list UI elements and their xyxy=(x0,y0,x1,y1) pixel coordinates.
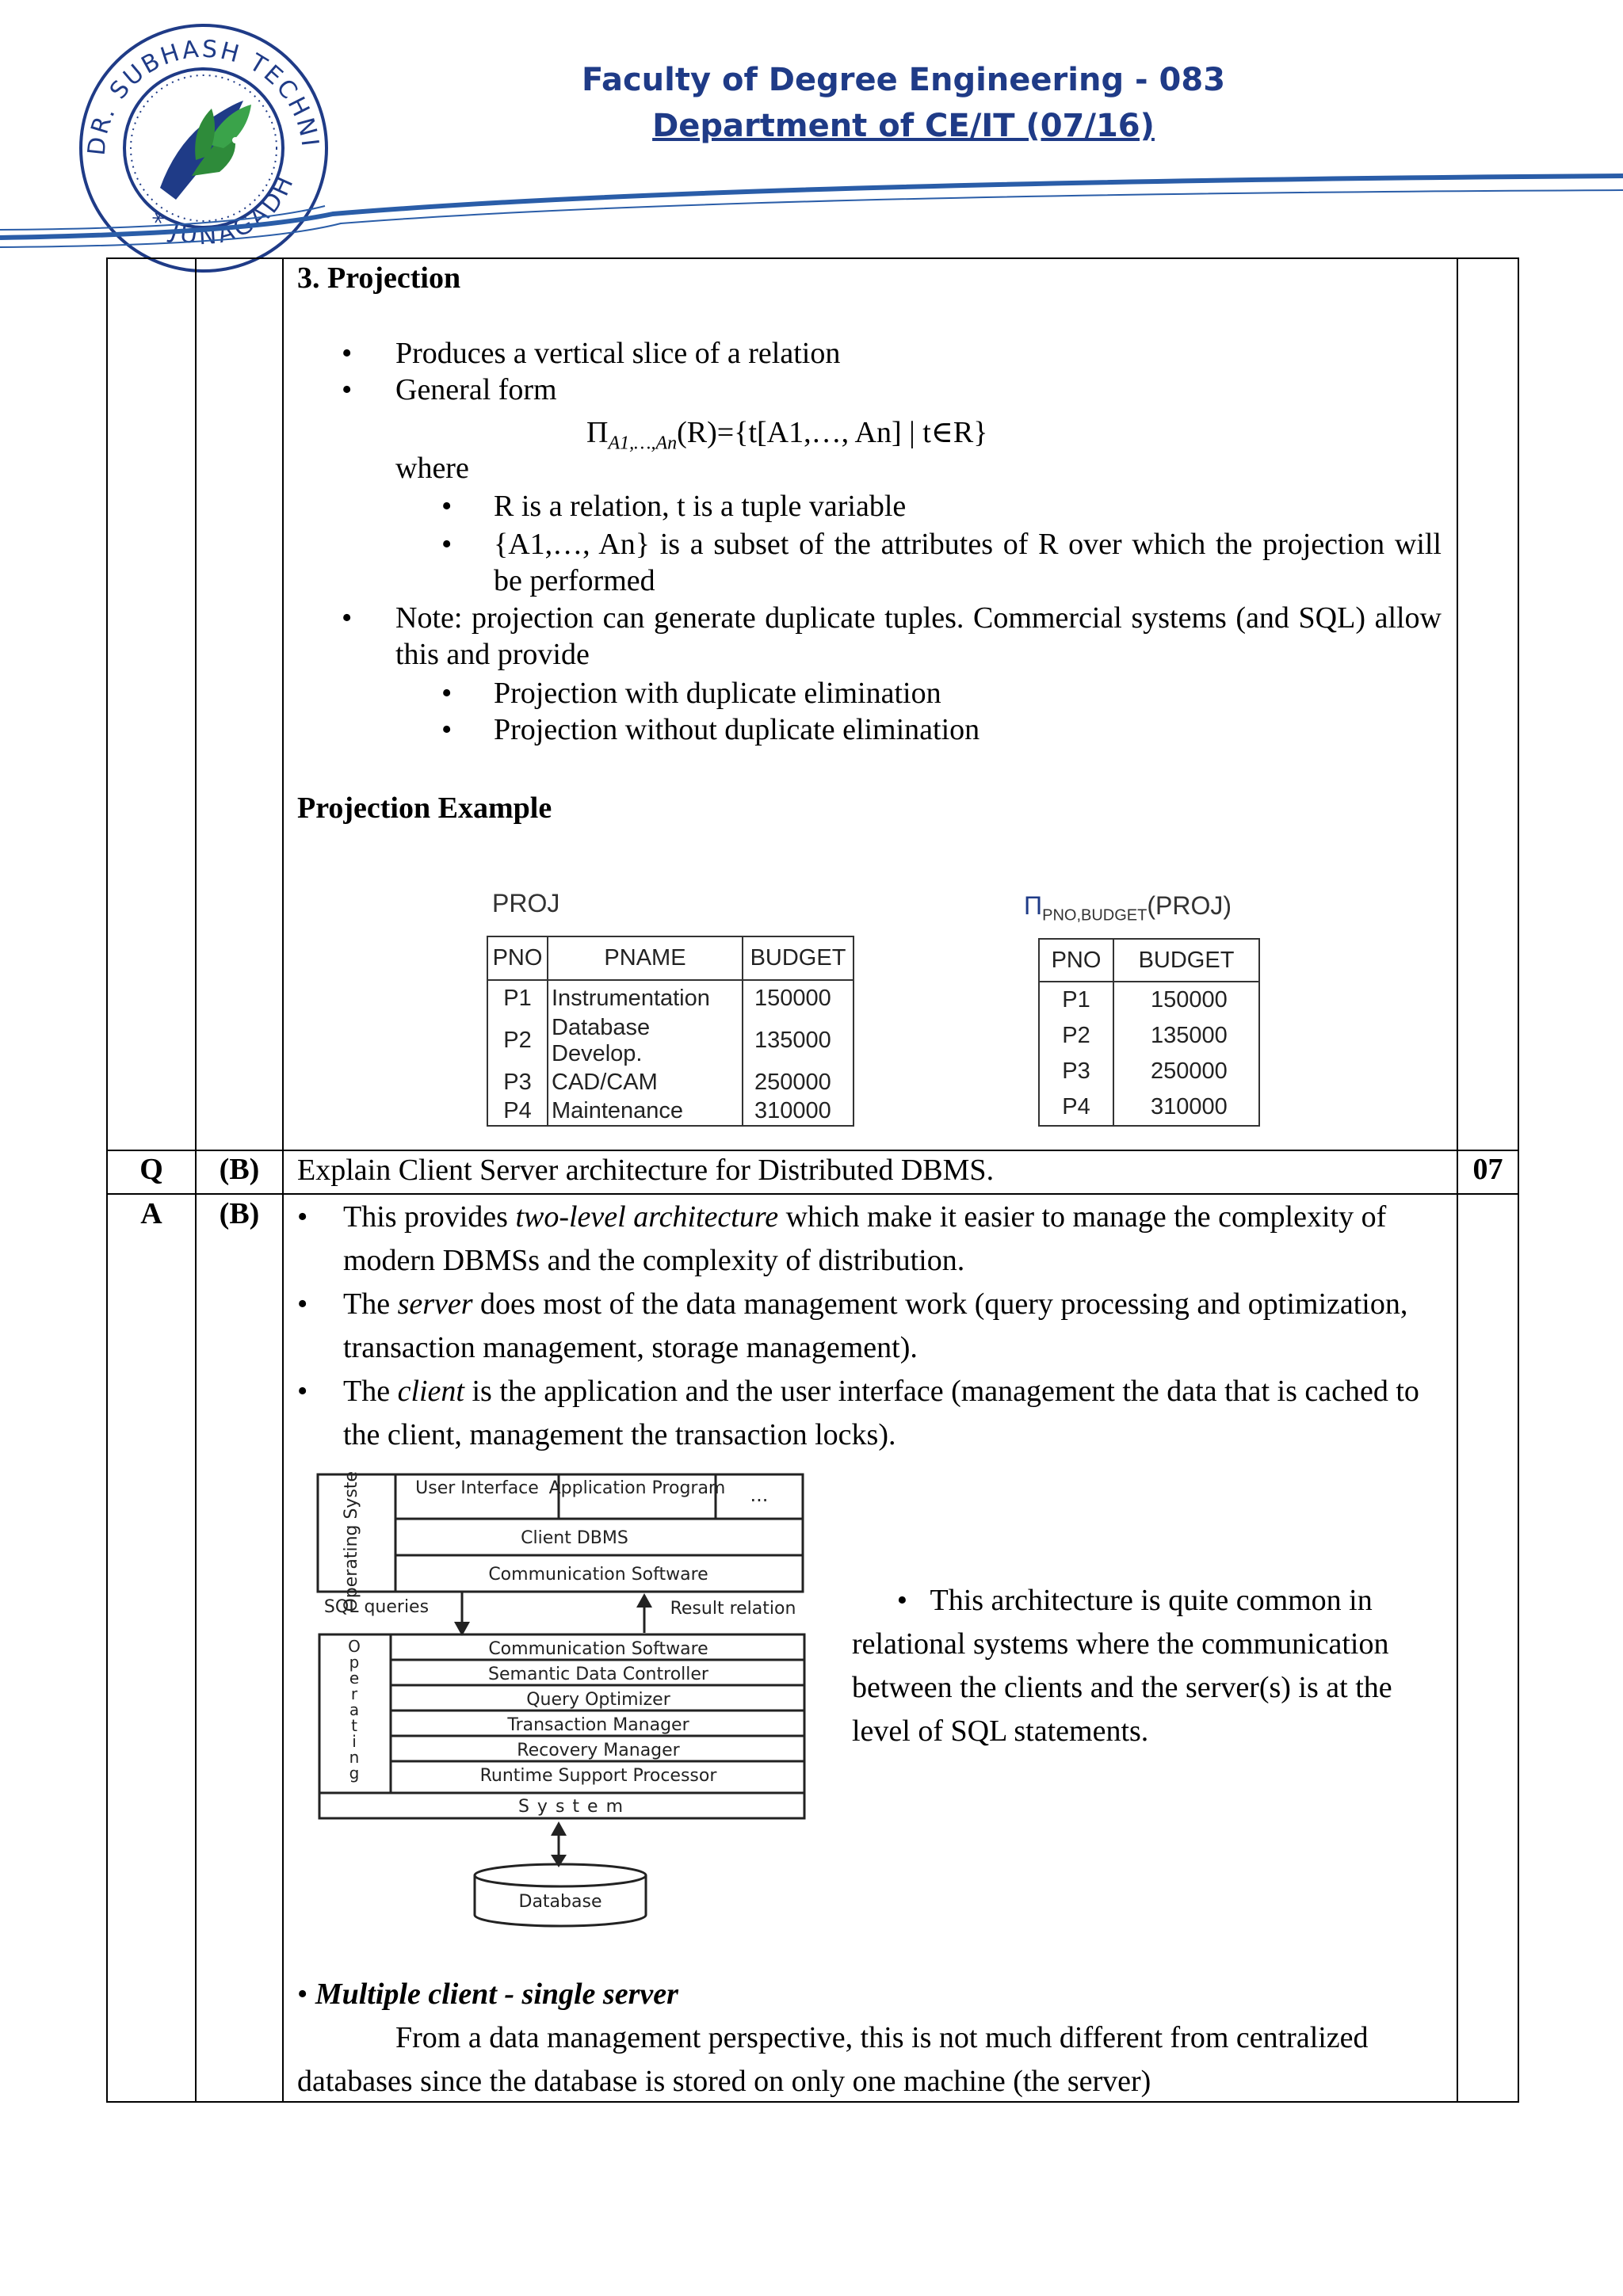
bullet-text: The xyxy=(343,1287,398,1321)
bullet-text: Projection without duplicate elimination xyxy=(494,713,980,746)
multi-heading: Multiple client - single server xyxy=(315,1978,678,2011)
diagram-database: Database xyxy=(518,1892,602,1912)
title-body: (PROJ) xyxy=(1147,891,1232,920)
cell: P3 xyxy=(1039,1054,1113,1089)
question-marks: 07 xyxy=(1472,1153,1503,1186)
diagram-server-os-bottom: System xyxy=(517,1797,632,1817)
general-form-formula xyxy=(586,414,987,462)
list-item: • {A1,…, An} is a subset of the attributes of R over which the projection will be performed xyxy=(441,528,1442,597)
proj-header-pname: PNAME xyxy=(548,936,743,980)
bullet-text: Projection with duplicate elimination xyxy=(494,677,941,710)
list-item: • Note: projection can generate duplicate tuples. Commercial systems (and SQL) allow this and provide xyxy=(342,601,1442,671)
bullet-emphasis: client xyxy=(397,1375,464,1408)
server-layer-label: Communication Software xyxy=(488,1639,708,1659)
list-item: • General form xyxy=(342,373,557,406)
cell: 135000 xyxy=(1151,1023,1228,1049)
cell: P1 xyxy=(1039,982,1113,1018)
bullet-emphasis: server xyxy=(397,1287,473,1321)
diagram-user-interface: User Interface xyxy=(415,1478,539,1498)
formula-body: (R)={t[A1,…, An] | t∈R} xyxy=(677,416,988,449)
architecture-side-note: • This architecture is quite common in relational systems where the communication between the clients and the server(s) is at the level of SQL statements. xyxy=(852,1584,1392,1748)
cell: P2 xyxy=(487,1013,548,1069)
server-os-letter: g xyxy=(349,1764,360,1783)
table-row xyxy=(1039,982,1259,1018)
pi-symbol: Π xyxy=(586,416,609,449)
server-os-letter: i xyxy=(352,1732,357,1751)
svg-text:* JUNAGADH *: * JUNAGADH xyxy=(143,170,301,251)
result-table xyxy=(1038,938,1260,1127)
bullet-text: This provides xyxy=(343,1200,516,1234)
result-header-budget: BUDGET xyxy=(1138,947,1235,973)
table-row xyxy=(487,1013,854,1069)
client-server-architecture-diagram xyxy=(313,1470,812,1933)
cell: Database Develop. xyxy=(548,1013,743,1069)
bullet-text: {A1,…, An} is a subset of the attributes of R over which the projection will be performed xyxy=(494,528,1442,597)
result-header-pno: PNO xyxy=(1039,939,1113,982)
side-note-text: This architecture is quite common in relational systems where the communication between the clients and the server(s) is at the level of SQL statements. xyxy=(852,1584,1392,1748)
cell: 310000 xyxy=(754,1097,831,1123)
cell: 135000 xyxy=(754,1028,831,1054)
where-label: where xyxy=(395,452,469,485)
result-table-title xyxy=(1024,891,1232,925)
bullet-text: The xyxy=(343,1375,398,1408)
diagram-client-dbms: Client DBMS xyxy=(521,1528,628,1548)
server-os-letter: a xyxy=(349,1700,360,1719)
projection-bullets xyxy=(297,335,1438,408)
proj-table-title: PROJ xyxy=(492,889,560,917)
projection-example-heading: Projection Example xyxy=(297,791,552,825)
diagram-result-relation: Result relation xyxy=(670,1599,796,1619)
cell: CAD/CAM xyxy=(548,1068,743,1097)
server-layer-label: Semantic Data Controller xyxy=(488,1665,708,1684)
faculty-title: Faculty of Degree Engineering - 083 xyxy=(581,62,1226,98)
bullet-text: does most of the data management work (query processing and optimization, transaction management, storage management). xyxy=(343,1287,1408,1364)
pi-symbol: Π xyxy=(1024,891,1043,920)
header-swoosh xyxy=(0,158,1623,254)
diagram-ellipsis: ... xyxy=(750,1484,769,1506)
diagram-comm-software-client: Communication Software xyxy=(488,1565,708,1585)
cell: 150000 xyxy=(1151,987,1228,1013)
server-layer-label: Recovery Manager xyxy=(517,1741,680,1760)
list-item: • This provides two-level architecture which make it easier to manage the complexity of modern DBMSs and the complexity of distribution. xyxy=(297,1200,1387,1277)
list-item: • Projection with duplicate elimination xyxy=(441,677,941,710)
table-row xyxy=(1039,1018,1259,1054)
title-subscript: PNO,BUDGET xyxy=(1042,906,1148,925)
bullet-text: is the application and the user interface (management the data that is cached to the client, management the transaction locks). xyxy=(343,1375,1419,1451)
cell: P1 xyxy=(487,980,548,1013)
server-layer-label: Runtime Support Processor xyxy=(479,1766,717,1786)
department-title: Department of CE/IT (07/16) xyxy=(652,108,1155,144)
table-row xyxy=(487,980,854,1013)
proj-table xyxy=(487,936,854,1127)
table-row xyxy=(1039,1054,1259,1089)
cell: P2 xyxy=(1039,1018,1113,1054)
question-label: Q xyxy=(139,1153,163,1186)
list-item: • The server does most of the data management work (query processing and optimization, transaction management, storage management). xyxy=(297,1287,1408,1364)
server-os-letter: r xyxy=(350,1684,358,1703)
cell: P4 xyxy=(487,1097,548,1126)
answer-bullets xyxy=(297,1196,1438,1457)
proj-header-pno: PNO xyxy=(487,936,548,980)
server-os-letter: p xyxy=(349,1653,360,1672)
list-item: • R is a relation, t is a tuple variable xyxy=(441,490,907,523)
multi-text: From a data management perspective, this is not much different from centralized databases since the database is stored on only one machine (the server) xyxy=(297,2021,1369,2098)
server-os-letter: n xyxy=(349,1748,360,1767)
bullet-text: which make it easier to manage the complexity of modern DBMSs and the complexity of distribution. xyxy=(343,1200,1387,1277)
cell: 250000 xyxy=(754,1069,831,1095)
diagram-application-program: Application Program xyxy=(548,1478,726,1498)
diagram-sql-queries: SQL queries xyxy=(323,1597,430,1617)
server-layer-label: Query Optimizer xyxy=(526,1690,670,1710)
where-list xyxy=(395,488,1442,599)
list-item: • Produces a vertical slice of a relation xyxy=(342,337,841,370)
note-list xyxy=(395,675,1442,748)
formula-subscript: A1,…,An xyxy=(608,433,678,454)
server-os-vertical-label xyxy=(348,1637,361,1783)
cell: 250000 xyxy=(1151,1058,1228,1084)
server-os-letter: t xyxy=(351,1716,357,1735)
note-block xyxy=(297,600,1442,673)
proj-header-budget: BUDGET xyxy=(750,945,846,971)
server-os-letter: e xyxy=(349,1669,360,1688)
server-layer-labels xyxy=(480,1639,718,1786)
table-row xyxy=(487,1068,854,1097)
multi-heading-row: • Multiple client - single server xyxy=(297,1978,678,2011)
cell: P4 xyxy=(1039,1089,1113,1126)
answer-label: A xyxy=(140,1197,162,1230)
bullet-text: Produces a vertical slice of a relation xyxy=(395,337,841,370)
list-item: • Projection without duplicate elimination xyxy=(441,713,980,746)
server-layer-label: Transaction Manager xyxy=(507,1715,689,1735)
question-text: Explain Client Server architecture for Distributed DBMS. xyxy=(297,1154,995,1187)
cell: P3 xyxy=(487,1068,548,1097)
answer-part: (B) xyxy=(219,1197,260,1230)
table-row xyxy=(487,1097,854,1126)
bullet-text: R is a relation, t is a tuple variable xyxy=(494,490,907,523)
multiple-client-section xyxy=(297,1973,1438,2103)
svg-text:DR. SUBHASH TECHNICAL CAMPUS: DR. SUBHASH TECHNI xyxy=(82,35,324,157)
bullet-emphasis: two-level architecture xyxy=(515,1200,779,1234)
question-part: (B) xyxy=(219,1153,260,1186)
projection-heading: 3. Projection xyxy=(297,261,461,295)
note-text: Note: projection can generate duplicate tuples. Commercial systems (and SQL) allow this and provide xyxy=(395,601,1442,671)
cell: Instrumentation xyxy=(548,980,743,1013)
server-os-letter: O xyxy=(348,1637,361,1656)
cell: 150000 xyxy=(754,986,831,1012)
list-item: • The client is the application and the user interface (management the data that is cached to the client, management the transaction locks). xyxy=(297,1375,1419,1451)
cell: 310000 xyxy=(1151,1093,1228,1119)
table-row xyxy=(1039,1089,1259,1126)
cell: Maintenance xyxy=(548,1097,743,1126)
bullet-text: General form xyxy=(395,373,557,406)
client-os-label: Operating System xyxy=(342,1470,361,1612)
